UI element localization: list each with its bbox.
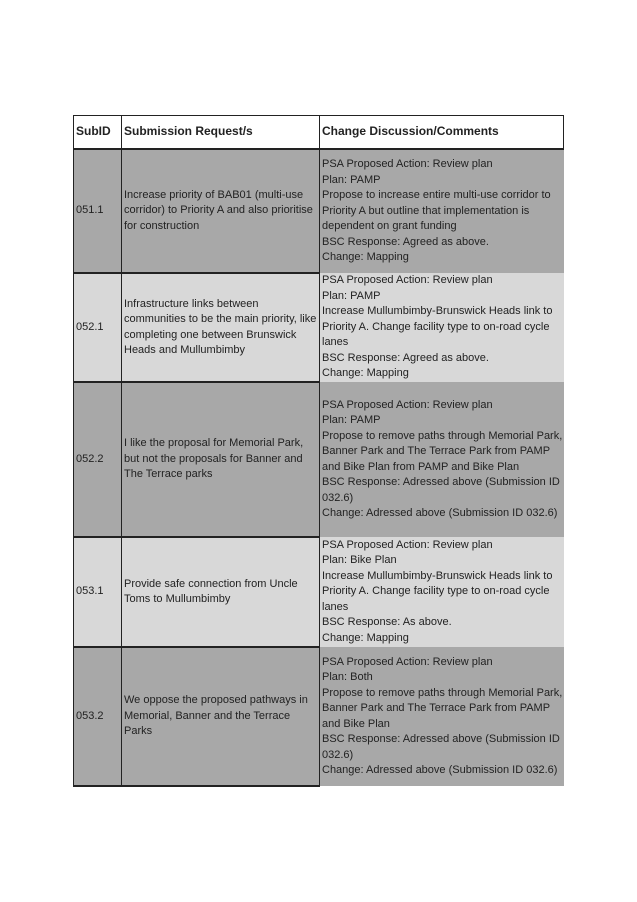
row-comments: PSA Proposed Action: Review plan Plan: PAMP Propose to increase entire multi-use corridor to Priority A but outline that implementation is dependent on grant funding BSC Response: Agreed as above. Change: Mapping [320,149,564,273]
table-row [74,149,564,273]
row-comments: PSA Proposed Action: Review plan Plan: Bike Plan Increase Mullumbimby-Brunswick Heads link to Priority A. Change facility type to on-road cycle lanes BSC Response: As above. Change: Mapping [320,537,564,647]
row-request: Increase priority of BAB01 (multi-use corridor) to Priority A and also prioritise for construction [122,149,320,273]
header-row [74,116,564,150]
header-comments: Change Discussion/Comments [320,116,564,150]
row-comments: PSA Proposed Action: Review plan Plan: PAMP Increase Mullumbimby-Brunswick Heads link to Priority A. Change facility type to on-road cycle lanes BSC Response: Agreed as above. Change: Mapping [320,273,564,382]
table-row [74,382,564,537]
row-subid: 053.2 [74,647,122,786]
table-row [74,647,564,786]
table-row [74,537,564,647]
row-subid: 053.1 [74,537,122,647]
row-comments: PSA Proposed Action: Review plan Plan: Both Propose to remove paths through Memorial Park, Banner Park and The Terrace Park from PAMP and Bike Plan BSC Response: Adressed above (Submission ID 032.6) Change: Adressed above (Submission ID 032.6) [320,647,564,786]
row-comments: PSA Proposed Action: Review plan Plan: PAMP Propose to remove paths through Memorial Park, Banner Park and The Terrace Park from PAMP and Bike Plan from PAMP and Bike Plan BSC Response: Adressed above (Submission ID 032.6) Change: Adressed above (Submission ID 032.6) [320,382,564,537]
header-subid: SubID [74,116,122,150]
row-subid: 052.1 [74,273,122,382]
row-request: Infrastructure links between communities to be the main priority, like completing one between Brunswick Heads and Mullumbimby [122,273,320,382]
row-subid: 052.2 [74,382,122,537]
header-request: Submission Request/s [122,116,320,150]
table-row [74,273,564,382]
row-request: Provide safe connection from Uncle Toms to Mullumbimby [122,537,320,647]
row-subid: 051.1 [74,149,122,273]
row-request: I like the proposal for Memorial Park, but not the proposals for Banner and The Terrace parks [122,382,320,537]
submissions-table [73,115,564,787]
row-request: We oppose the proposed pathways in Memorial, Banner and the Terrace Parks [122,647,320,786]
